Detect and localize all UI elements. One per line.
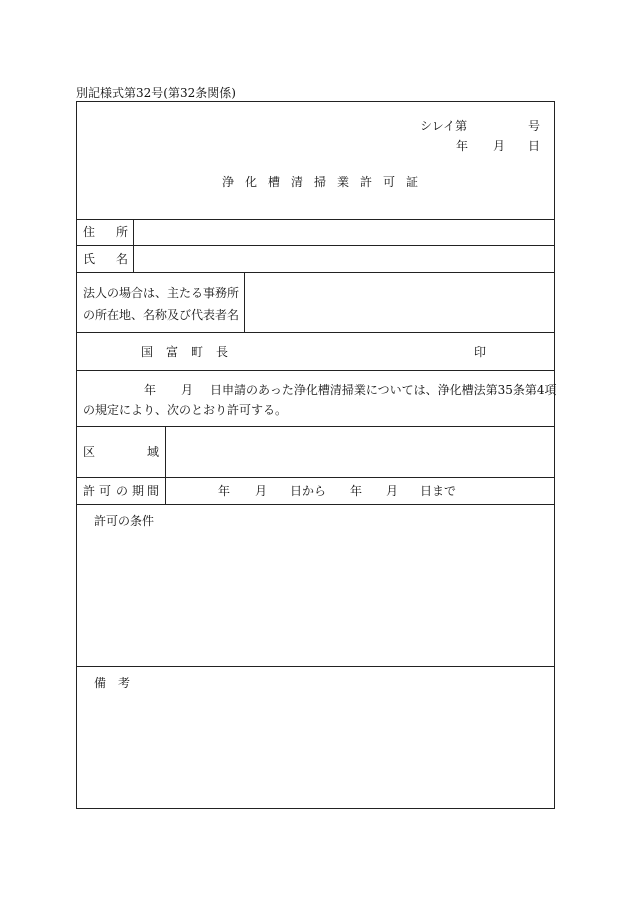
seal-mark: 印 xyxy=(474,345,487,359)
row-divider xyxy=(77,370,554,371)
period-month-until: 月 xyxy=(386,484,399,498)
row-divider xyxy=(77,426,554,427)
title-char: 証 xyxy=(406,175,419,189)
issuer-char: 長 xyxy=(216,345,229,359)
title-char: 掃 xyxy=(314,175,327,189)
conditions-label: 許可の条件 xyxy=(94,514,155,528)
title-char: 槽 xyxy=(268,175,281,189)
period-label-char: 間 xyxy=(147,484,160,498)
issuer-char: 町 xyxy=(191,345,204,359)
go-label: 号 xyxy=(528,119,541,133)
period-label-char: の xyxy=(116,484,129,498)
title-char: 化 xyxy=(245,175,258,189)
row-divider xyxy=(77,666,554,667)
column-divider xyxy=(133,219,134,245)
corporation-label-line2: の所在地、名称及び代表者名 xyxy=(83,308,240,322)
row-divider xyxy=(77,219,554,220)
name-label-char: 名 xyxy=(116,252,129,266)
address-label-char: 所 xyxy=(116,225,129,239)
statement-year: 年 xyxy=(144,383,157,397)
column-divider xyxy=(165,426,166,477)
issuer-char: 富 xyxy=(166,345,179,359)
period-year-from: 年 xyxy=(218,484,231,498)
statement-line2: の規定により、次のとおり許可する。 xyxy=(83,403,288,417)
period-year-until: 年 xyxy=(350,484,363,498)
name-label-char: 氏 xyxy=(83,252,96,266)
corporation-label-line1: 法人の場合は、主たる事務所 xyxy=(83,286,240,300)
title-char: 清 xyxy=(291,175,304,189)
row-divider xyxy=(77,332,554,333)
row-divider xyxy=(77,504,554,505)
title-char: 可 xyxy=(383,175,396,189)
statement-line1: 日申請のあった浄化槽清掃業については、浄化槽法第35条第4項 xyxy=(210,383,557,397)
period-day-until: 日まで xyxy=(420,484,457,498)
issue-day-label: 日 xyxy=(528,139,541,153)
issuer-char: 国 xyxy=(141,345,154,359)
period-label-char: 期 xyxy=(132,484,145,498)
period-label-char: 許 xyxy=(83,484,96,498)
issue-year-label: 年 xyxy=(456,139,469,153)
shirei-label: シレイ第 xyxy=(420,119,468,133)
column-divider xyxy=(244,272,245,332)
permit-certificate-form xyxy=(76,101,555,809)
area-label-char: 区 xyxy=(83,445,96,459)
address-label-char: 住 xyxy=(83,225,96,239)
remarks-label-char: 備 xyxy=(94,676,107,690)
title-char: 許 xyxy=(360,175,373,189)
row-divider xyxy=(77,272,554,273)
form-number-caption: 別記様式第32号(第32条関係) xyxy=(76,86,236,100)
period-month-from: 月 xyxy=(255,484,268,498)
column-divider xyxy=(165,477,166,504)
title-char: 浄 xyxy=(222,175,235,189)
issue-month-label: 月 xyxy=(493,139,506,153)
period-label-char: 可 xyxy=(99,484,112,498)
remarks-label-char: 考 xyxy=(118,676,131,690)
row-divider xyxy=(77,245,554,246)
row-divider xyxy=(77,477,554,478)
period-day-from: 日から xyxy=(290,484,327,498)
column-divider xyxy=(133,245,134,272)
statement-month: 月 xyxy=(181,383,194,397)
title-char: 業 xyxy=(337,175,350,189)
area-label-char: 域 xyxy=(147,445,160,459)
